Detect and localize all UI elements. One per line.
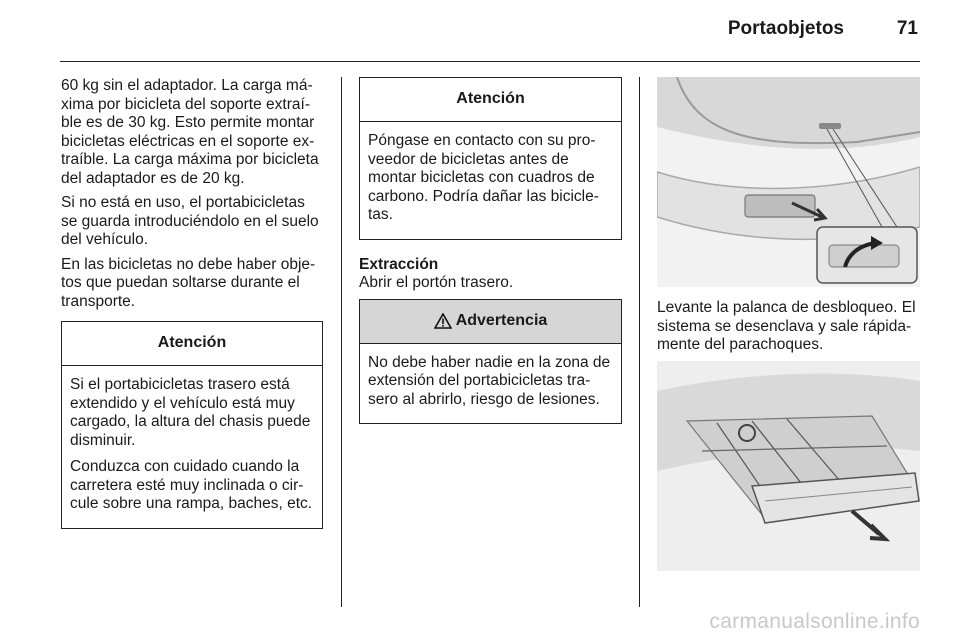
section-heading: Extracción [359, 255, 439, 273]
bumper-release-illustration [657, 77, 920, 287]
page-title: Portaobjetos [727, 18, 844, 39]
body-paragraph: En las bicicletas no debe haber objetos que puedan soltarse durante el transporte. [61, 255, 316, 310]
notice-title: Atención [62, 322, 322, 366]
column-divider [341, 77, 342, 607]
page-number: 71 [896, 18, 918, 39]
bike-carrier-illustration [657, 361, 920, 571]
column-3 [657, 77, 920, 571]
notice-body [62, 366, 322, 528]
notice-box [61, 321, 323, 529]
warning-body [360, 344, 621, 424]
warning-title: Advertencia [455, 311, 548, 329]
column-2 [359, 77, 622, 436]
body-paragraph: 60 kg sin el adaptador. La carga máxima por bicicleta del soporte extraíble es de 30 kg. Esto permite montar bicicletas eléctricas en el soporte extraíble. La carga máxima por bicicleta del adaptador es de 20 kg. [61, 77, 319, 187]
bumper-release-photo [657, 77, 920, 287]
notice-body [360, 122, 621, 239]
column-divider [639, 77, 640, 607]
notice-paragraph: Si el portabicicletas trasero está extendido y el vehículo está muy cargado, la altura del chasis puede disminuir. [70, 376, 311, 449]
body-paragraph: Si no está en uso, el portabicicletas se guarda introduciéndolo en el suelo del vehículo. [61, 194, 319, 248]
bike-carrier-photo [657, 361, 920, 571]
body-paragraph: Abrir el portón trasero. [359, 274, 514, 291]
watermark: carmanualsonline.info [709, 610, 920, 633]
notice-paragraph: Conduzca con cuidado cuando la carretera esté muy inclinada o circule sobre una rampa, baches, etc. [70, 458, 313, 512]
notice-paragraph: Póngase en contacto con su proveedor de bicicletas antes de montar bicicletas con cuadros de carbono. Podría dañar las bicicletas. [368, 132, 599, 223]
warning-box [359, 299, 622, 425]
photo-caption: Levante la palanca de desbloqueo. El sistema se desenclava y sale rápidamente del parachoques. [657, 299, 916, 353]
warning-header [360, 300, 621, 344]
column-1 [61, 77, 323, 541]
warning-triangle-icon [434, 313, 452, 329]
warning-text: No debe haber nadie en la zona de extensión del portabicicletas trasero al abrirlo, riesgo de lesiones. [368, 353, 611, 408]
notice-title: Atención [360, 78, 621, 122]
notice-box [359, 77, 622, 240]
page-header [60, 0, 920, 62]
